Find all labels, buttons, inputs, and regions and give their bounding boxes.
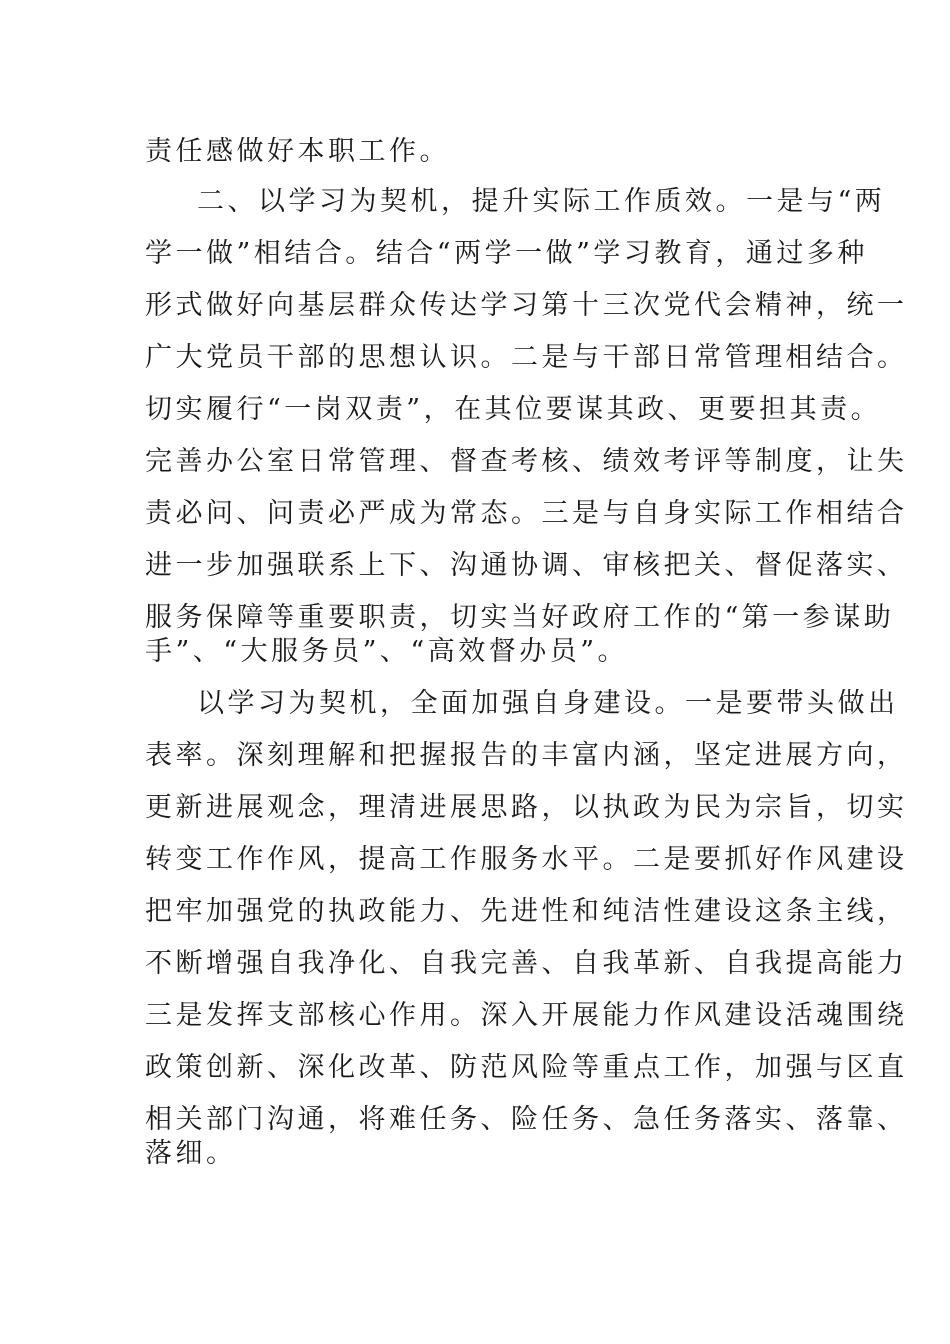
text-line: 转变工作作风，提高工作服务水平。二是要抓好作风建设 bbox=[145, 844, 908, 875]
text-line: 把牢加强党的执政能力、先进性和纯洁性建设这条主线， bbox=[145, 896, 908, 927]
text-line: 相关部门沟通，将难任务、险任务、急任务落实、落靠、 bbox=[145, 1104, 908, 1135]
text-line: 进一步加强联系上下、沟通协调、审核把关、督促落实、 bbox=[145, 550, 908, 581]
text-line: 责必问、问责必严成为常态。三是与自身实际工作相结合 bbox=[145, 498, 908, 529]
text-line: 学一做”相结合。结合“两学一做”学习教育，通过多种 bbox=[145, 238, 868, 269]
text-line: 责任感做好本职工作。 bbox=[145, 136, 450, 167]
paragraph-first-line: 二、以学习为契机，提升实际工作质效。一是与“两 bbox=[197, 186, 886, 217]
paragraph-first-line: 以学习为契机，全面加强自身建设。一是要带头做出 bbox=[197, 688, 899, 719]
text-line: 政策创新、深化改革、防范风险等重点工作，加强与区直 bbox=[145, 1052, 908, 1083]
text-line: 广大党员干部的思想认识。二是与干部日常管理相结合。 bbox=[145, 342, 908, 373]
text-line: 落细。 bbox=[145, 1138, 237, 1169]
text-line: 切实履行“一岗双责”，在其位要谋其政、更要担其责。 bbox=[145, 394, 882, 425]
text-line: 手”、“大服务员”、“高效督办员”。 bbox=[145, 636, 629, 667]
text-line: 表率。深刻理解和把握报告的丰富内涵，坚定进展方向， bbox=[145, 740, 908, 771]
text-line: 服务保障等重要职责，切实当好政府工作的“第一参谋助 bbox=[145, 602, 895, 633]
text-line: 完善办公室日常管理、督查考核、绩效考评等制度，让失 bbox=[145, 446, 908, 477]
text-line: 更新进展观念，理清进展思路，以执政为民为宗旨，切实 bbox=[145, 792, 908, 823]
text-line: 形式做好向基层群众传达学习第十三次党代会精神，统一 bbox=[145, 290, 908, 321]
text-line: 三是发挥支部核心作用。深入开展能力作风建设活魂围绕 bbox=[145, 1000, 908, 1031]
text-line: 不断增强自我净化、自我完善、自我革新、自我提高能力 bbox=[145, 948, 908, 979]
